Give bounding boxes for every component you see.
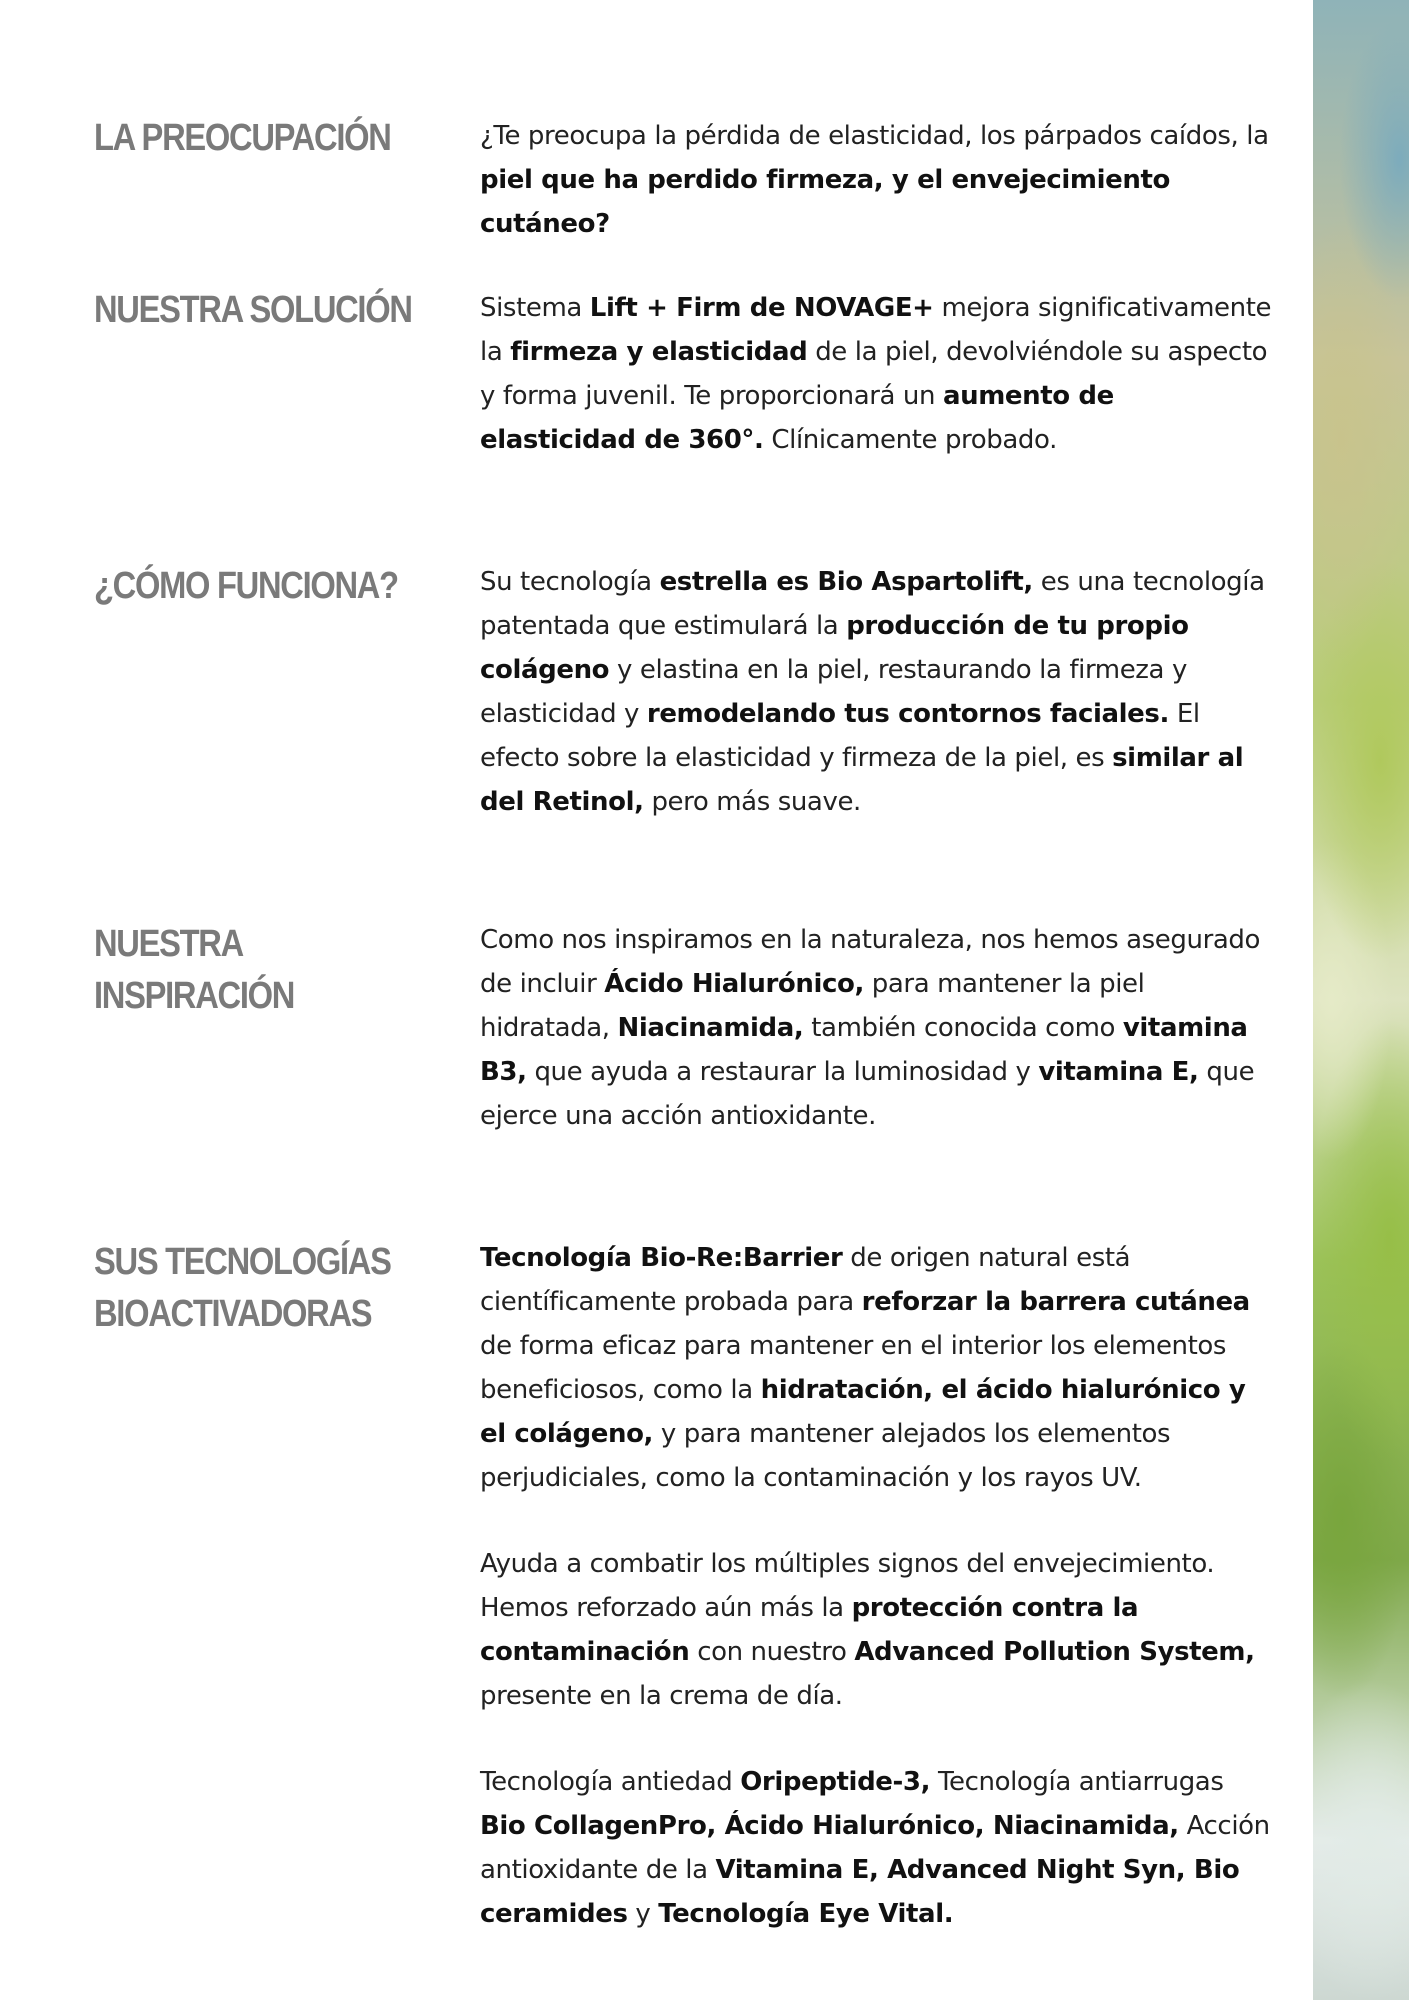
text-run: es una tecnología patentada que estimulará la [480,567,1265,641]
paragraph [480,114,1276,246]
bold-text: firmeza y elasticidad [510,337,808,367]
bold-text: Advanced Pollution System, [854,1637,1255,1667]
section-heading [94,918,421,1022]
text-run: para mantener la piel hidratada, [480,969,1145,1043]
section-heading [94,112,421,164]
text-run: mejora significativamente la [480,293,1272,367]
text-run: Sistema [480,293,590,323]
bold-text: Oripeptide-3, [740,1767,931,1797]
text-run: presente en la crema de día. [480,1681,843,1711]
text-run: que ejerce una acción antioxidante. [480,1057,1255,1131]
text-run: El efecto sobre la elasticidad y firmeza de la piel, es [480,699,1200,773]
heading-line: NUESTRA INSPIRACIÓN [94,923,295,1017]
side-photo-strip [1313,0,1409,2000]
text-run: Como nos inspiramos en la naturaleza, nos hemos asegurado de incluir [480,925,1261,999]
text-run: y elastina en la piel, restaurando la firmeza y elasticidad y [480,655,1187,729]
bold-text: Lift + Firm de NOVAGE+ [589,293,934,323]
bold-text: hidratación, el ácido hialurónico y el colágeno, [480,1375,1246,1449]
bold-text: Tecnología Bio-Re:Barrier [480,1243,843,1273]
text-run: pero más suave. [643,787,861,817]
heading-line: SUS TECNOLOGÍAS [94,1241,391,1283]
bold-text: piel que ha perdido firmeza, y el envejecimiento cutáneo? [480,165,1170,239]
text-run: que ayuda a restaurar la luminosidad y [526,1057,1039,1087]
text-run: de forma eficaz para mantener en el interior los elementos beneficiosos, como la [480,1331,1227,1405]
paragraph [480,1236,1276,1500]
text-run: Clínicamente probado. [763,425,1057,455]
text-run: Su tecnología [480,567,660,597]
bold-text: aumento de elasticidad de 360°. [480,381,1114,455]
bold-text: vitamina E, [1038,1057,1199,1087]
paragraph [480,918,1276,1138]
heading-line: ¿CÓMO FUNCIONA? [94,565,398,607]
section-body [480,560,1276,824]
bold-text: protección contra la contaminación [480,1593,1139,1667]
text-run: de origen natural está científicamente probada para [480,1243,1131,1317]
bold-text: Bio CollagenPro, Ácido Hialurónico, Niacinamida, [480,1811,1179,1841]
bold-text: Ácido Hialurónico, [604,969,864,999]
text-run: Ayuda a combatir los múltiples signos del envejecimiento. Hemos reforzado aún más la [480,1549,1215,1623]
section-body [480,114,1276,246]
paragraph [480,1760,1276,1936]
bold-text: Tecnología Eye Vital. [658,1899,954,1929]
heading-line: BIOACTIVADORAS [94,1293,372,1335]
bold-text: estrella es Bio Aspartolift, [659,567,1033,597]
bold-text: reforzar la barrera cutánea [861,1287,1250,1317]
heading-line: LA PREOCUPACIÓN [94,117,391,159]
bold-text: similar al del Retinol, [480,743,1244,817]
bold-text: producción de tu propio colágeno [480,611,1189,685]
text-run: de la piel, devolviéndole su aspecto y forma juvenil. Te proporcionará un [480,337,1268,411]
paragraph [480,286,1276,462]
paragraph [480,560,1276,824]
bold-text: Niacinamida, [617,1013,804,1043]
text-run: con nuestro [689,1637,855,1667]
section-body [480,1236,1276,1936]
text-run: Tecnología antiarrugas [930,1767,1224,1797]
paragraph [480,1542,1276,1718]
text-run: ¿Te preocupa la pérdida de elasticidad, los párpados caídos, la [480,121,1269,151]
text-run: y [627,1899,659,1929]
text-run: Tecnología antiedad [480,1767,741,1797]
section-body [480,286,1276,462]
section-heading [94,1236,421,1340]
section-heading [94,560,421,612]
bold-text: remodelando tus contornos faciales. [646,699,1169,729]
text-run: Acción antioxidante de la [480,1811,1270,1885]
bold-text: vitamina B3, [480,1013,1248,1087]
text-run: y para mantener alejados los elementos perjudiciales, como la contaminación y los rayos UV. [480,1419,1171,1493]
text-run: también conocida como [803,1013,1123,1043]
bold-text: Vitamina E, Advanced Night Syn, Bio ceramides [480,1855,1240,1929]
section-heading [94,284,421,336]
heading-line: NUESTRA SOLUCIÓN [94,289,412,331]
section-body [480,918,1276,1138]
